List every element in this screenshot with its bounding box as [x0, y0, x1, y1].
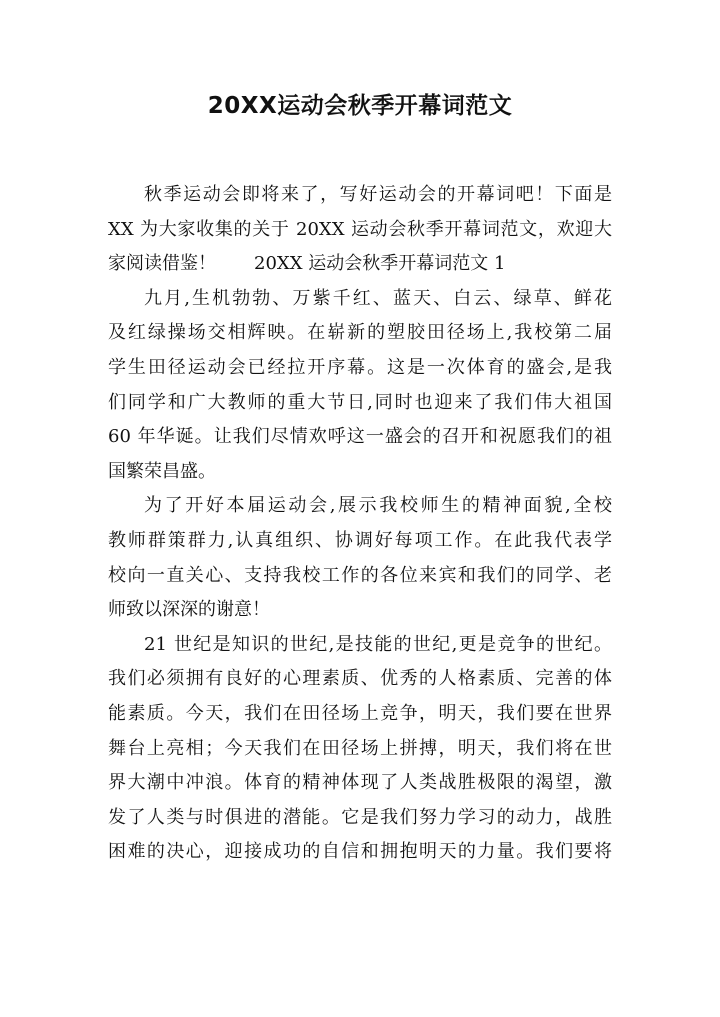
document-title: 20XX运动会秋季开幕词范文	[207, 93, 513, 119]
paragraph-line: 校向一直关心、支持我校工作的各位来宾和我们的同学、老	[108, 564, 612, 586]
paragraph-line: 国繁荣昌盛。	[108, 460, 216, 482]
intro-line: 秋季运动会即将来了，写好运动会的开幕词吧！下面是	[144, 184, 612, 205]
document-body	[108, 178, 612, 870]
intro-line	[108, 247, 612, 282]
paragraph-line: 学生田径运动会已经拉开序幕。这是一次体育的盛会,是我	[108, 356, 612, 378]
paragraph-line: 师致以深深的谢意！	[108, 599, 270, 621]
section-heading: 20XX 运动会秋季开幕词范文 1	[254, 253, 506, 275]
paragraph-line: 21 世纪是知识的世纪,是技能的世纪,更是竞争的世纪。	[144, 633, 612, 655]
paragraph-line: 舞台上亮相；今天我们在田径场上拼搏，明天，我们将在世	[108, 737, 612, 759]
paragraph-line: 九月,生机勃勃、万紫千红、蓝天、白云、绿草、鲜花	[144, 287, 612, 309]
paragraph-line: 能素质。今天，我们在田径场上竞争，明天，我们要在世界	[108, 702, 612, 724]
paragraph-line: 我们必须拥有良好的心理素质、优秀的人格素质、完善的体	[108, 668, 612, 690]
paragraph-line: 界大潮中冲浪。体育的精神体现了人类战胜极限的渴望，激	[108, 772, 612, 794]
paragraph-line: 为了开好本届运动会,展示我校师生的精神面貌,全校	[144, 495, 612, 517]
intro-line: XX 为大家收集的关于 20XX 运动会秋季开幕词范文，欢迎大	[108, 218, 612, 240]
intro-closing: 家阅读借鉴！	[108, 253, 216, 275]
paragraph-line: 教师群策群力,认真组织、协调好每项工作。在此我代表学	[108, 529, 612, 551]
paragraph-line: 及红绿操场交相辉映。在崭新的塑胶田径场上,我校第二届	[108, 322, 612, 344]
paragraph-line: 们同学和广大教师的重大节日,同时也迎来了我们伟大祖国	[108, 391, 612, 413]
paragraph-line: 发了人类与时俱进的潜能。它是我们努力学习的动力，战胜	[108, 806, 612, 828]
paragraph-line: 60 年华诞。让我们尽情欢呼这一盛会的召开和祝愿我们的祖	[108, 426, 612, 448]
paragraph-line: 困难的决心，迎接成功的自信和拥抱明天的力量。我们要将	[108, 841, 612, 863]
